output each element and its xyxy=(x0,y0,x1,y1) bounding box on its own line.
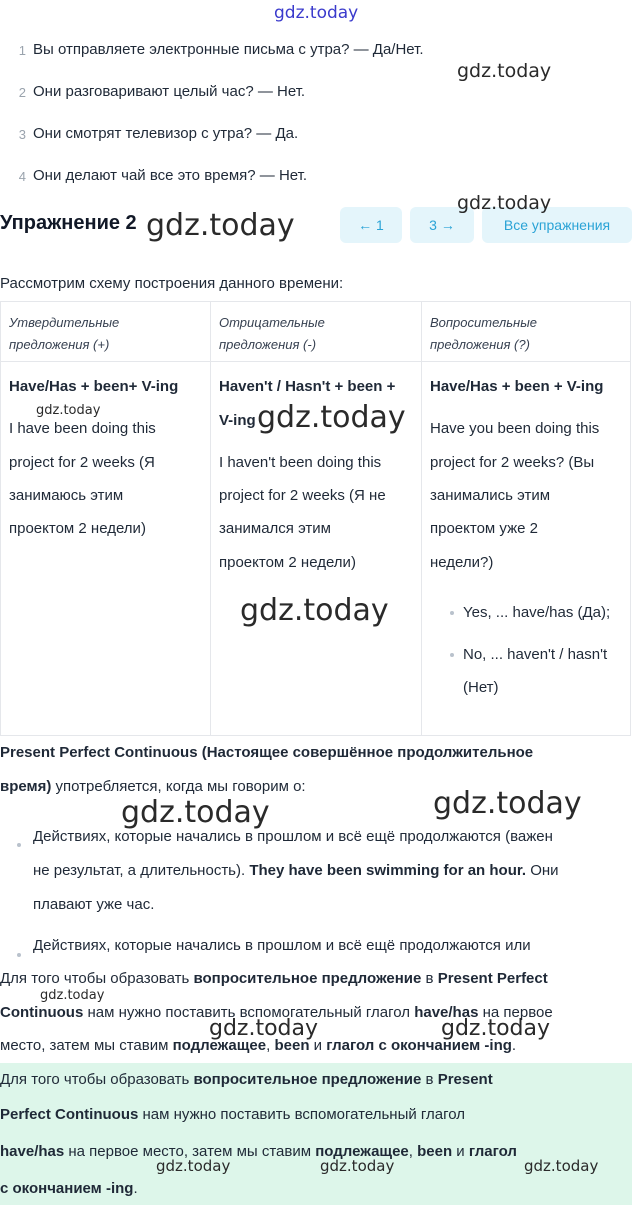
bullet-icon xyxy=(450,611,454,615)
list-item: (Нет) xyxy=(463,679,499,696)
ppc-heading: Present Perfect Continuous (Настоящее совершённое продолжительное xyxy=(0,744,534,761)
watermark: gdz.today xyxy=(524,1157,599,1175)
example-line: project for 2 weeks (Я xyxy=(9,454,155,471)
watermark: gdz.today xyxy=(146,208,295,243)
list-item-number: 2 xyxy=(18,85,26,100)
watermark: gdz.today xyxy=(320,1157,395,1175)
divider xyxy=(421,302,422,735)
list-item: Вы отправляете электронные письма с утра? — Да/Нет. xyxy=(33,41,424,58)
all-exercises-button[interactable]: Все упражнения xyxy=(482,207,632,243)
list-item-number: 1 xyxy=(18,43,26,58)
example-line: проектом 2 недели) xyxy=(9,520,146,537)
table-header: Вопросительные предложения (?) xyxy=(430,315,537,352)
watermark: gdz.today xyxy=(40,988,105,1003)
rule-text: Perfect Continuous нам нужно поставить вспомогательный глагол xyxy=(0,1106,466,1123)
watermark: gdz.today xyxy=(121,795,270,830)
watermark: gdz.today xyxy=(441,1016,551,1041)
watermark: gdz.today xyxy=(433,786,582,821)
list-item: Действиях, которые начались в прошлом и всё ещё продолжаются или xyxy=(33,937,531,954)
formula: Have/Has + been+ V-ing xyxy=(9,378,179,395)
table-header: Утвердительные предложения (+) xyxy=(9,315,120,352)
watermark: gdz.today xyxy=(209,1016,319,1041)
ppc-text: время) употребляется, когда мы говорим о: xyxy=(0,778,306,795)
next-exercise-button[interactable]: 3 → xyxy=(410,207,474,243)
watermark: gdz.today xyxy=(240,593,389,628)
watermark: gdz.today xyxy=(257,400,406,435)
watermark: gdz.today xyxy=(457,192,552,214)
example-line: занимаюсь этим xyxy=(9,487,124,504)
list-item-number: 3 xyxy=(18,127,26,142)
rule-text: have/has на первое место, затем мы ставим подлежащее, been и глагол xyxy=(0,1143,517,1160)
formula: V-ing xyxy=(219,412,256,429)
bullet-icon xyxy=(450,653,454,657)
example-line: проектом уже 2 xyxy=(430,520,538,537)
exercise-title: Упражнение 2 xyxy=(0,212,137,234)
example-line: I have been doing this xyxy=(9,420,156,437)
list-item: Они делают чай все это время? — Нет. xyxy=(33,167,308,184)
list-item: плавают уже час. xyxy=(33,896,155,913)
watermark: gdz.today xyxy=(36,403,101,418)
list-item: Они разговаривают целый час? — Нет. xyxy=(33,83,306,100)
watermark: gdz.today xyxy=(457,60,552,82)
list-item: Действиях, которые начались в прошлом и всё ещё продолжаются (важен xyxy=(33,828,553,845)
example-line: занимался этим xyxy=(219,520,331,537)
list-item: Yes, ... have/has (Да); xyxy=(463,604,611,621)
example-line: недели?) xyxy=(430,554,494,571)
watermark: gdz.today xyxy=(156,1157,231,1175)
divider xyxy=(210,302,211,735)
prev-exercise-button[interactable]: ← 1 xyxy=(340,207,402,243)
formula: Haven't / Hasn't + been + xyxy=(219,378,396,395)
example-line: project for 2 weeks? (Вы xyxy=(430,454,595,471)
formula-table xyxy=(0,301,631,736)
example-line: I haven't been doing this xyxy=(219,454,382,471)
example-line: Have you been doing this xyxy=(430,420,600,437)
divider xyxy=(1,361,630,362)
bullet-icon xyxy=(17,843,21,847)
example-line: занимались этим xyxy=(430,487,551,504)
list-item: No, ... haven't / hasn't xyxy=(463,646,608,663)
list-item: не результат, а длительность). They have been swimming for an hour. Они xyxy=(33,862,559,879)
table-header: Отрицательные предложения (-) xyxy=(219,315,325,352)
list-item: Они смотрят телевизор с утра? — Да. xyxy=(33,125,299,142)
rule-text: место, затем мы ставим подлежащее, been и глагол с окончанием -ing. xyxy=(0,1037,517,1054)
rule-text: Continuous нам нужно поставить вспомогательный глагол have/has на первое xyxy=(0,1004,553,1021)
watermark: gdz.today xyxy=(274,3,359,23)
example-line: проектом 2 недели) xyxy=(219,554,356,571)
list-item-number: 4 xyxy=(18,169,26,184)
bullet-icon xyxy=(17,953,21,957)
example-line: project for 2 weeks (Я не xyxy=(219,487,386,504)
lead-text: Рассмотрим схему построения данного времени: xyxy=(0,275,344,292)
rule-text: Для того чтобы образовать вопросительное предложение в Present Perfect xyxy=(0,970,548,987)
rule-text: с окончанием -ing. xyxy=(0,1180,138,1197)
rule-text: Для того чтобы образовать вопросительное предложение в Present xyxy=(0,1071,493,1088)
formula: Have/Has + been + V-ing xyxy=(430,378,604,395)
